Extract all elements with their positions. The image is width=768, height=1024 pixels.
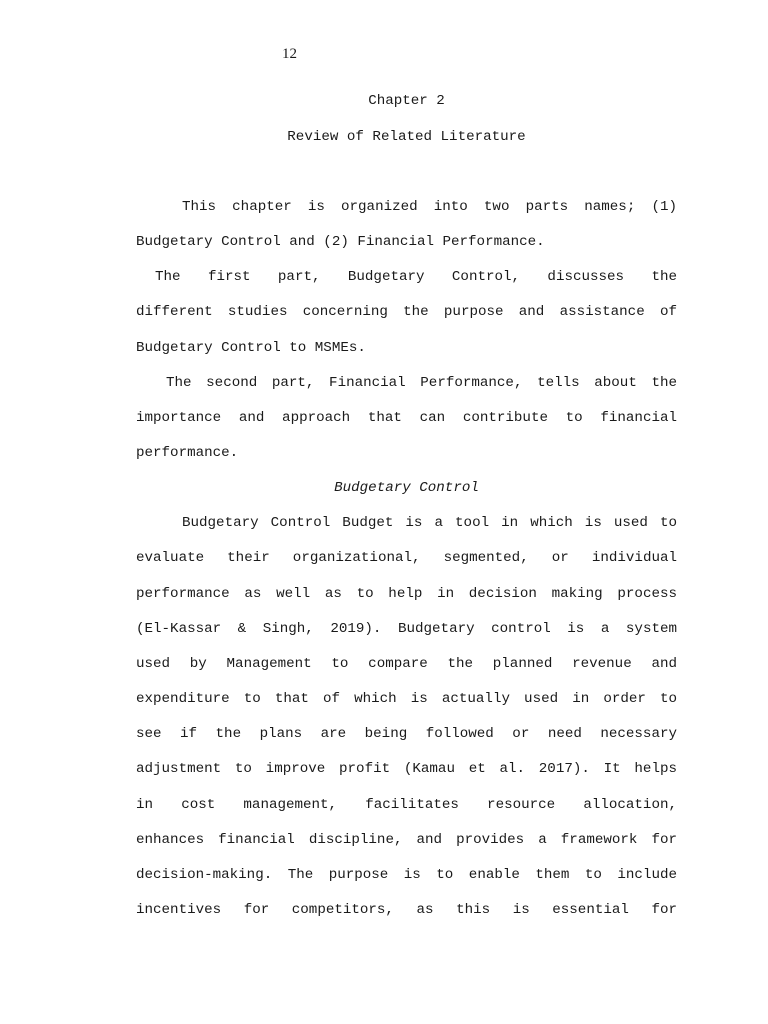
section-heading: Budgetary Control [334, 480, 479, 496]
paragraph-line: performance. [136, 445, 239, 461]
paragraph-line: Budgetary Control Budget is a tool in which is used to [182, 515, 677, 531]
paragraph-line: decision-making. The purpose is to enable them to include [136, 867, 677, 883]
paragraph-line: evaluate their organizational, segmented, or individual [136, 550, 677, 566]
paragraph-line: performance as well as to help in decision making process [136, 586, 677, 602]
paragraph-line: expenditure to that of which is actually used in order to [136, 691, 677, 707]
paragraph-line: Budgetary Control to MSMEs. [136, 340, 366, 356]
page-number: 12 [282, 46, 297, 62]
chapter-label: Chapter 2 [368, 93, 445, 109]
paragraph-line: adjustment to improve profit (Kamau et al. 2017). It helps [136, 761, 677, 777]
paragraph-line: used by Management to compare the planned revenue and [136, 656, 677, 672]
chapter-title: Review of Related Literature [287, 129, 526, 145]
paragraph-line: enhances financial discipline, and provides a framework for [136, 832, 677, 848]
paragraph-line: Budgetary Control and (2) Financial Performance. [136, 234, 545, 250]
paragraph-line: This chapter is organized into two parts names; (1) [182, 199, 677, 215]
paragraph-line: see if the plans are being followed or need necessary [136, 726, 677, 742]
paragraph-line: The first part, Budgetary Control, discusses the [155, 269, 677, 285]
paragraph-line: incentives for competitors, as this is essential for [136, 902, 677, 918]
paragraph-line: importance and approach that can contribute to financial [136, 410, 677, 426]
paragraph-line: The second part, Financial Performance, tells about the [166, 375, 677, 391]
paragraph-line: (El-Kassar & Singh, 2019). Budgetary control is a system [136, 621, 677, 637]
paragraph-line: different studies concerning the purpose and assistance of [136, 304, 677, 320]
paragraph-line: in cost management, facilitates resource allocation, [136, 797, 677, 813]
